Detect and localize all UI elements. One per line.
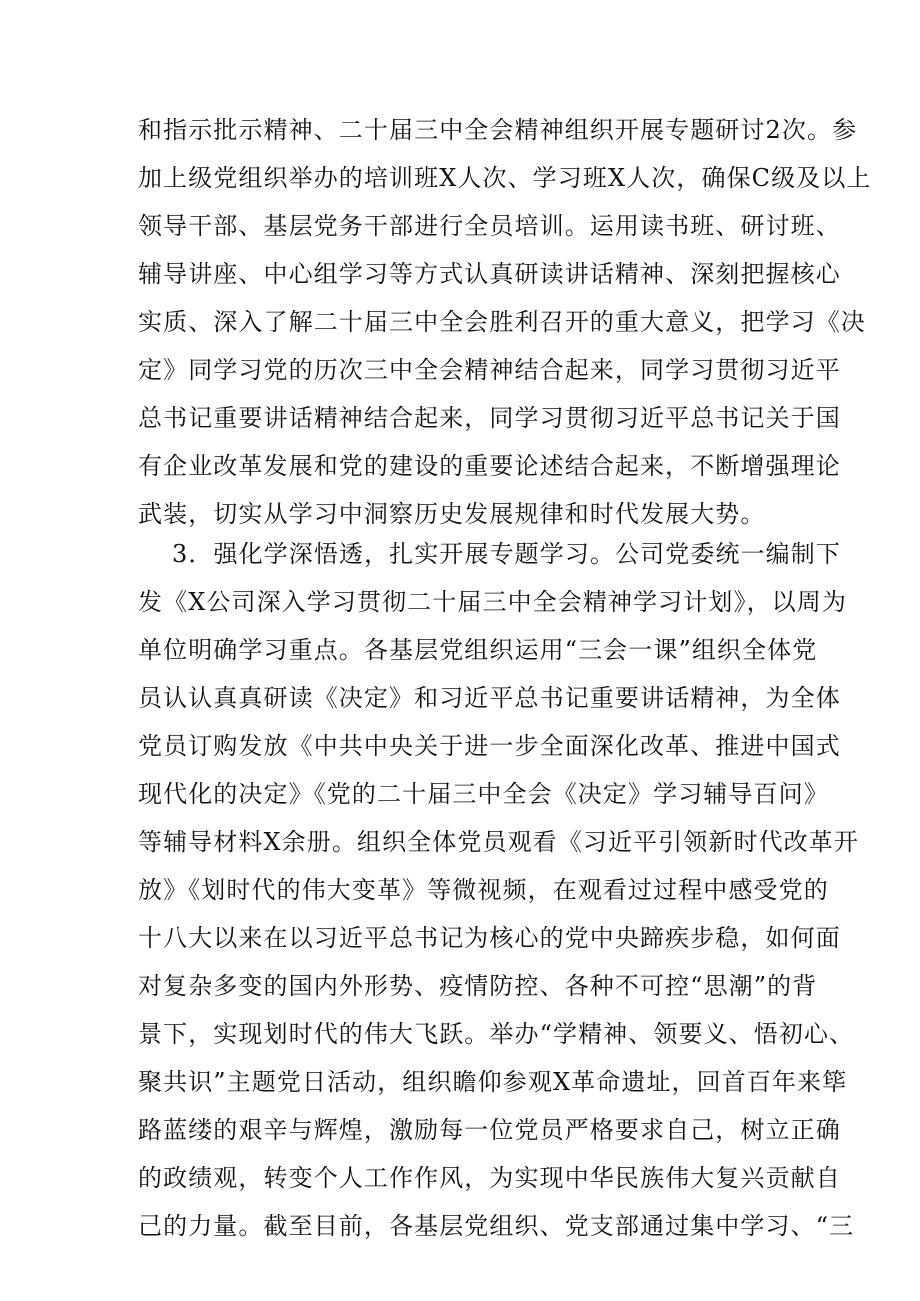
- paragraph-line: 加上级党组织举办的培训班X人次、学习班X人次，确保C级及以上: [138, 164, 872, 192]
- paragraph-line: 路蓝缕的艰辛与辉煌，激励每一位党员严格要求自己，树立正确: [138, 1116, 841, 1144]
- section-heading-line: 3．强化学深悟透，扎实开展专题学习。公司党委统一编制下: [172, 540, 841, 568]
- paragraph-line: 对复杂多变的国内外形势、疫情防控、各种不可控“思潮”的背: [138, 972, 818, 1000]
- paragraph-line: 单位明确学习重点。各基层党组织运用“三会一课”组织全体党: [138, 636, 818, 664]
- paragraph-line: 总书记重要讲话精神结合起来，同学习贯彻习近平总书记关于国: [138, 404, 841, 432]
- paragraph-line: 辅导讲座、中心组学习等方式认真研读讲话精神、深刻把握核心: [138, 260, 841, 288]
- paragraph-line: 现代化的决定》《党的二十届三中全会《决定》学习辅导百问》: [138, 780, 829, 808]
- paragraph-line: 武装，切实从学习中洞察历史发展规律和时代发展大势。: [138, 500, 766, 528]
- paragraph-line: 有企业改革发展和党的建设的重要论述结合起来，不断增强理论: [138, 452, 841, 480]
- paragraph-line: 的政绩观，转变个人工作作风，为实现中华民族伟大复兴贡献自: [138, 1164, 841, 1192]
- paragraph-line: 领导干部、基层党务干部进行全员培训。运用读书班、研讨班、: [138, 212, 841, 240]
- paragraph-line: 定》同学习党的历次三中全会精神结合起来，同学习贯彻习近平: [138, 356, 841, 384]
- paragraph-line: 实质、深入了解二十届三中全会胜利召开的重大意义，把学习《决: [138, 308, 866, 336]
- paragraph-study-training: [138, 106, 872, 538]
- paragraph-special-study: [138, 530, 859, 1250]
- paragraph-line: 员认认真真研读《决定》和习近平总书记重要讲话精神，为全体: [138, 684, 841, 712]
- paragraph-line: 己的力量。截至目前，各基层党组织、党支部通过集中学习、“三: [138, 1212, 855, 1240]
- paragraph-line: 发《X公司深入学习贯彻二十届三中全会精神学习计划》，以周为: [138, 588, 847, 616]
- paragraph-line: 和指示批示精神、二十届三中全会精神组织开展专题研讨2次。参: [138, 116, 858, 144]
- paragraph-line: 十八大以来在以习近平总书记为核心的党中央蹄疾步稳，如何面: [138, 924, 841, 952]
- paragraph-line: 聚共识”主题党日活动，组织瞻仰参观X革命遗址，回首百年来筚: [138, 1068, 848, 1096]
- paragraph-line: 放》《划时代的伟大变革》等微视频，在观看过过程中感受党的: [138, 876, 829, 904]
- paragraph-line: 党员订购发放《中共中央关于进一步全面深化改革、推进中国式: [138, 732, 841, 760]
- paragraph-line: 景下，实现划时代的伟大飞跃。举办“学精神、领要义、悟初心、: [138, 1020, 855, 1048]
- paragraph-line: 等辅导材料X余册。组织全体党员观看《习近平引领新时代改革开: [138, 828, 859, 856]
